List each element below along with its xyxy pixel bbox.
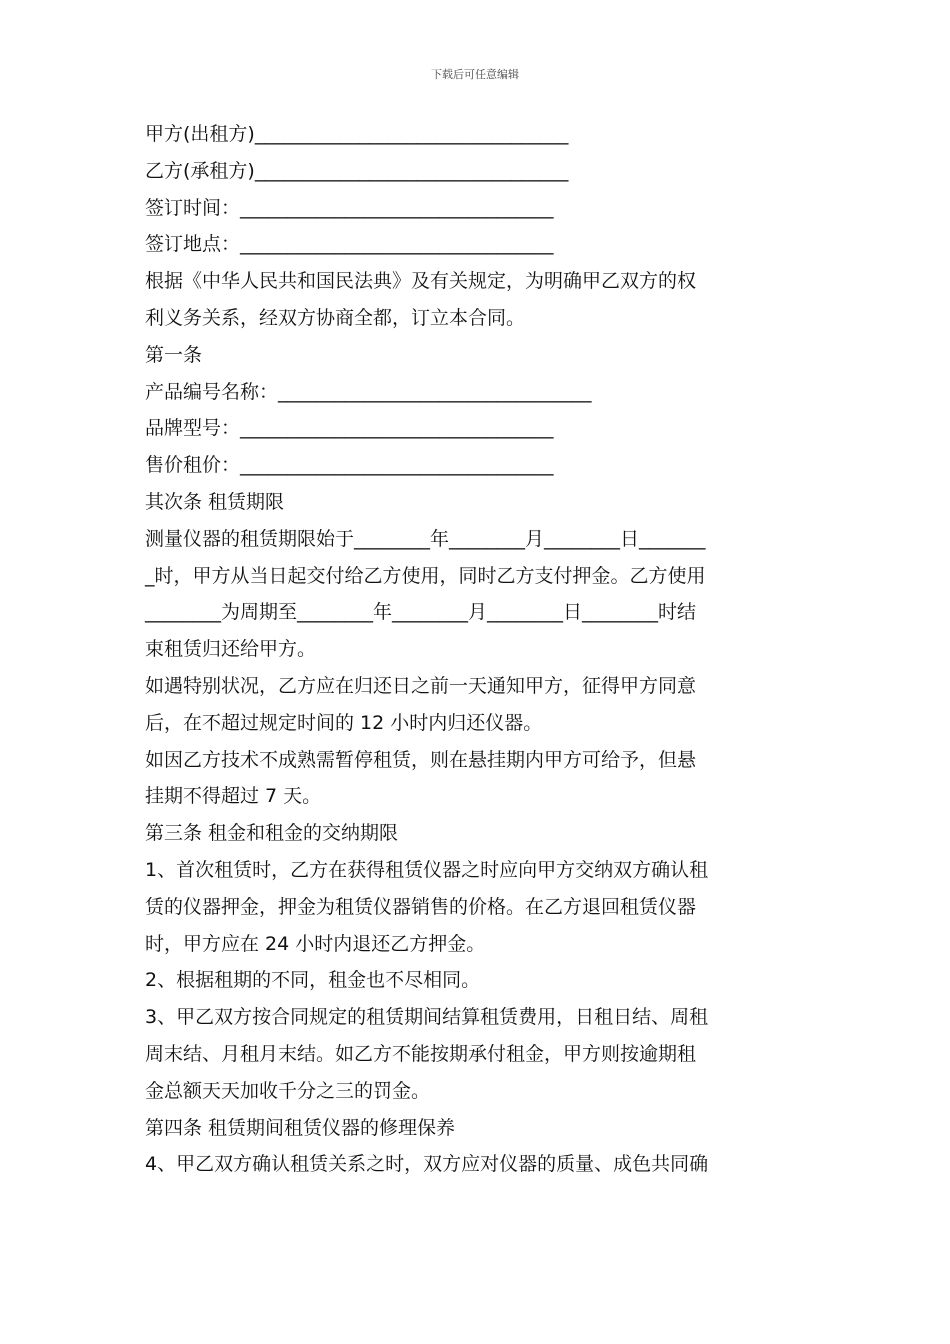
brand-model-line: 品牌型号：_________________________________ (145, 417, 554, 440)
article-heading: 第一条 (145, 343, 203, 366)
article-heading: 第三条 租金和租金的交纳期限 (145, 822, 399, 845)
price-line: 售价租价：_________________________________ (145, 454, 554, 477)
term-line: 测量仪器的租赁期限始于________年________月________日_______ (145, 527, 706, 550)
sign-time-line: 签订时间：_________________________________ (145, 196, 554, 219)
clause-line: 时，甲方应在 24 小时内退还乙方押金。 (145, 932, 486, 955)
page-header: 下载后可任意编辑 (431, 68, 519, 81)
special-case-line: 后，在不超过规定时间的 12 小时内归还仪器。 (145, 711, 543, 734)
special-case-line: 如遇特别状况，乙方应在归还日之前一天通知甲方，征得甲方同意 (145, 674, 697, 697)
clause-line: 3、甲乙双方按合同规定的租赁期间结算租赁费用，日租日结、周租 (145, 1006, 709, 1029)
article-heading: 其次条 租赁期限 (145, 490, 285, 513)
suspension-line: 挂期不得超过 7 天。 (145, 785, 322, 808)
clause-line: 4、甲乙双方确认租赁关系之时，双方应对仪器的质量、成色共同确 (145, 1153, 709, 1176)
party-b-line: 乙方(承租方)_________________________________ (145, 159, 569, 182)
article-heading: 第四条 租赁期间租赁仪器的修理保养 (145, 1116, 456, 1139)
term-line: ________为周期至________年________月________日________时结 (145, 601, 697, 624)
clause-line: 周末结、月租月末结。如乙方不能按期承付租金，甲方则按逾期租 (145, 1042, 697, 1065)
sign-place-line: 签订地点：_________________________________ (145, 233, 554, 256)
preamble-line: 利义务关系，经双方协商全都，订立本合同。 (145, 306, 526, 329)
contract-body (145, 116, 810, 1183)
suspension-line: 如因乙方技术不成熟需暂停租赁，则在悬挂期内甲方可给予，但悬 (145, 748, 697, 771)
clause-line: 2、根据租期的不同，租金也不尽相同。 (145, 969, 481, 992)
clause-line: 金总额天天加收千分之三的罚金。 (145, 1079, 431, 1102)
clause-line: 赁的仪器押金，押金为租赁仪器销售的价格。在乙方退回租赁仪器 (145, 895, 697, 918)
term-line: 束租赁归还给甲方。 (145, 638, 317, 661)
preamble-line: 根据《中华人民共和国民法典》及有关规定，为明确甲乙双方的权 (145, 270, 697, 293)
term-line: _时，甲方从当日起交付给乙方使用，同时乙方支付押金。乙方使用 (145, 564, 706, 587)
party-a-line: 甲方(出租方)_________________________________ (145, 123, 569, 145)
clause-line: 1、首次租赁时，乙方在获得租赁仪器之时应向甲方交纳双方确认租 (145, 858, 709, 881)
product-name-line: 产品编号名称：_________________________________ (145, 380, 592, 403)
